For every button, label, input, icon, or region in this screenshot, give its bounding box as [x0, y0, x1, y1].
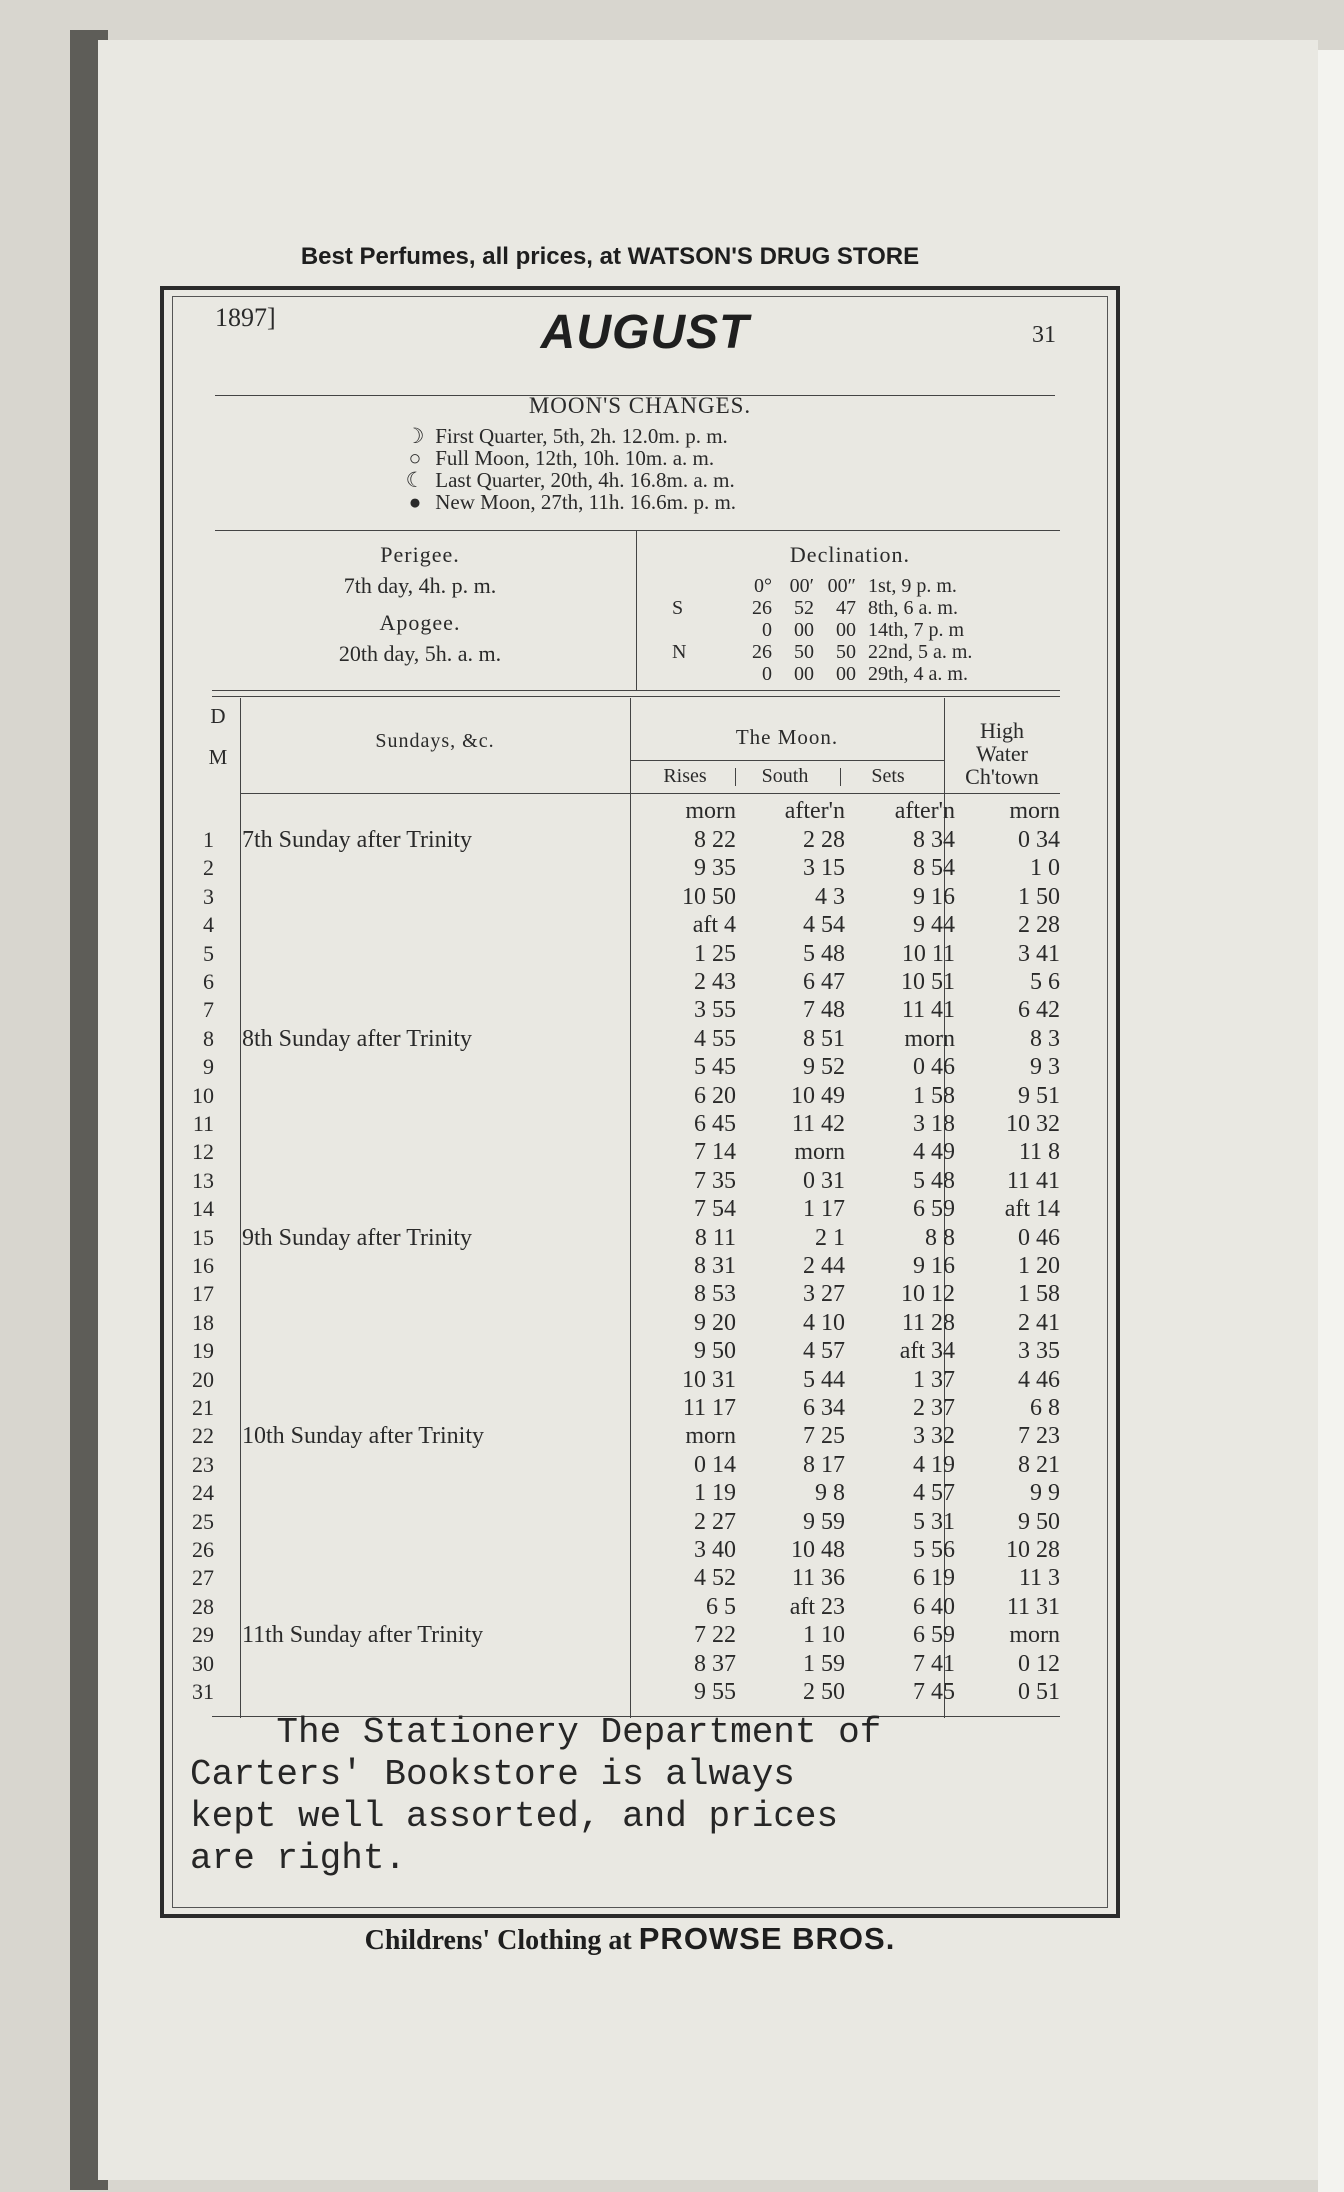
south-cell: 3 27 [803, 1281, 845, 1308]
high-water-cell: 9 51 [1018, 1082, 1060, 1109]
table-row [180, 911, 1060, 939]
sets-cell: 7 45 [913, 1679, 955, 1705]
table-row [180, 968, 1060, 996]
rises-cell: 4 55 [694, 1025, 736, 1052]
rises-cell: 7 35 [694, 1167, 736, 1194]
table-row [180, 1650, 1060, 1678]
sundays-header: Sundays, &c. [375, 730, 495, 752]
rises-cell: 7 22 [694, 1622, 736, 1649]
high-water-cell: 11 31 [1006, 1593, 1060, 1620]
table-row [180, 883, 1060, 911]
south-cell: 2 28 [803, 827, 845, 853]
page-number: 31 [1032, 322, 1056, 348]
day-cell: 1 [203, 827, 214, 852]
high-water-cell: 3 41 [1018, 940, 1060, 967]
sunday-cell: 11th Sunday after Trinity [242, 1622, 484, 1649]
day-cell: 10 [192, 1082, 214, 1108]
day-cell: 23 [192, 1451, 214, 1477]
high-water-cell: 10 28 [1006, 1537, 1060, 1563]
rises-cell: 7 14 [694, 1139, 736, 1166]
divider [636, 530, 637, 690]
south-cell: 1 17 [803, 1196, 845, 1223]
sunday-cell: 10th Sunday after Trinity [242, 1423, 485, 1450]
table-row [180, 1593, 1060, 1621]
south-cell: after'n [784, 798, 845, 824]
year-label: 1897] [215, 303, 276, 332]
sets-cell: 8 8 [925, 1224, 955, 1251]
rises-cell: 8 11 [694, 1224, 736, 1251]
moon-phase-new [400, 491, 736, 513]
high-water-cell: 11 41 [1006, 1167, 1060, 1194]
sunday-cell: 8th Sunday after Trinity [242, 1025, 473, 1052]
high-water-cell: 9 9 [1030, 1480, 1060, 1507]
sets-cell: 3 18 [913, 1111, 955, 1137]
moon-phase-text: Full Moon, 12th, 10h. 10m. a. m. [435, 446, 715, 470]
moon-phase-text: Last Quarter, 20th, 4h. 16.8m. a. m. [435, 468, 735, 492]
rises-cell: 1 19 [694, 1480, 736, 1507]
sets-cell: 9 16 [913, 1253, 955, 1279]
sets-cell: 9 16 [913, 883, 955, 910]
sets-cell: 6 59 [913, 1622, 955, 1649]
rises-cell: 8 22 [694, 827, 736, 853]
south-cell: 2 1 [815, 1224, 845, 1251]
day-cell: 27 [192, 1565, 214, 1591]
south-cell: 1 10 [803, 1622, 845, 1649]
table-row [180, 826, 1060, 854]
high-water-cell: morn [1009, 798, 1060, 824]
day-cell: 20 [192, 1366, 214, 1392]
high-water-header-line3: Ch'town [965, 764, 1039, 789]
high-water-cell: 4 46 [1018, 1366, 1060, 1393]
advertisement-top: Best Perfumes, all prices, at WATSON'S DRUG STORE [300, 243, 920, 270]
sets-cell: 3 32 [913, 1423, 955, 1450]
day-cell: 19 [192, 1338, 214, 1364]
table-row [180, 1309, 1060, 1337]
south-cell: 3 15 [803, 855, 845, 882]
sets-cell: 11 28 [901, 1309, 955, 1336]
day-cell: 18 [192, 1309, 214, 1335]
sets-cell: 7 41 [913, 1650, 955, 1677]
rises-cell: 8 37 [694, 1650, 736, 1677]
day-cell: 15 [192, 1224, 214, 1250]
high-water-header-line1: High [980, 718, 1024, 743]
day-cell: 21 [192, 1395, 214, 1420]
day-header: D [210, 704, 226, 728]
declination-title: Declination. [789, 542, 911, 567]
table-row [180, 1138, 1060, 1166]
sunday-cell: 7th Sunday after Trinity [242, 827, 473, 853]
south-cell: 4 57 [803, 1338, 845, 1365]
day-cell: 9 [203, 1054, 214, 1080]
moon-phase-text: New Moon, 27th, 11h. 16.6m. p. m. [435, 490, 737, 514]
sets-cell: 6 59 [913, 1196, 955, 1223]
table-row [180, 1678, 1060, 1706]
declination-row: 0 00 00 14th, 7 p. m [762, 619, 965, 641]
sets-cell: after'n [894, 798, 955, 824]
day-cell: 14 [192, 1196, 214, 1222]
high-water-cell: 1 20 [1018, 1253, 1060, 1279]
rises-cell: 1 25 [694, 940, 736, 967]
sets-cell: 8 34 [913, 827, 955, 853]
sets-cell: 1 58 [913, 1082, 955, 1109]
high-water-cell: aft 14 [1004, 1196, 1060, 1223]
table-row [180, 1252, 1060, 1280]
south-cell: 5 48 [803, 940, 845, 967]
table-row [180, 1025, 1060, 1053]
rises-cell: 2 27 [694, 1508, 736, 1535]
sets-cell: aft 34 [899, 1338, 955, 1365]
table-row [180, 1110, 1060, 1138]
last-quarter-icon: ☾ [405, 468, 425, 492]
rises-cell: 10 50 [682, 883, 736, 910]
sets-cell: 6 40 [913, 1593, 955, 1620]
sets-header: Sets [871, 765, 905, 787]
high-water-cell: 7 23 [1018, 1423, 1060, 1450]
month-title: AUGUST [540, 306, 750, 359]
declination-row: 0 00 00 29th, 4 a. m. [762, 663, 968, 685]
divider [215, 530, 1060, 531]
high-water-cell: 1 0 [1030, 855, 1060, 882]
moon-phase-last-quarter [400, 469, 735, 491]
day-cell: 8 [203, 1025, 214, 1051]
day-cell: 6 [203, 969, 214, 994]
rises-cell: 10 31 [682, 1366, 736, 1393]
high-water-cell: 2 28 [1018, 912, 1060, 939]
south-cell: 8 51 [803, 1025, 845, 1052]
high-water-header-line2: Water [976, 741, 1028, 766]
high-water-cell: 2 41 [1018, 1309, 1060, 1336]
table-row [180, 1053, 1060, 1081]
perigee-text: 7th day, 4h. p. m. [343, 573, 497, 598]
day-cell: 22 [192, 1423, 214, 1449]
high-water-cell: 0 12 [1018, 1650, 1060, 1677]
rises-cell: morn [685, 1423, 736, 1450]
high-water-cell: 6 42 [1018, 997, 1060, 1024]
south-cell: aft 23 [789, 1593, 845, 1620]
rises-cell: 3 40 [694, 1537, 736, 1563]
sets-cell: 11 41 [901, 997, 955, 1024]
divider [630, 760, 944, 761]
high-water-cell: 8 21 [1018, 1451, 1060, 1478]
rises-cell: aft 4 [692, 912, 736, 939]
south-cell: 6 47 [803, 969, 845, 995]
table-row [180, 797, 1060, 825]
high-water-cell: 11 3 [1018, 1565, 1060, 1592]
south-cell: 2 50 [803, 1679, 845, 1705]
south-cell: morn [794, 1139, 845, 1166]
south-cell: 9 52 [803, 1054, 845, 1081]
rises-cell: 8 53 [694, 1281, 736, 1308]
advertisement-bottom [160, 1921, 1100, 1957]
day-cell: 4 [203, 912, 214, 938]
day-cell: 26 [192, 1537, 214, 1562]
high-water-cell: morn [1009, 1622, 1060, 1649]
declination-row: S 26 52 47 8th, 6 a. m. [672, 597, 958, 619]
south-cell: 5 44 [803, 1366, 845, 1393]
high-water-cell: 8 3 [1030, 1025, 1060, 1052]
table-row [180, 1337, 1060, 1365]
rises-cell: 6 45 [694, 1111, 736, 1137]
south-header: South [761, 765, 809, 787]
rises-cell: morn [685, 798, 736, 824]
rises-cell: 9 20 [694, 1309, 736, 1336]
table-row [180, 1195, 1060, 1223]
rises-cell: 5 45 [694, 1054, 736, 1081]
month-header: M [208, 745, 228, 769]
sets-cell: 9 44 [913, 912, 955, 939]
column-divider [840, 768, 841, 786]
high-water-cell: 1 50 [1018, 883, 1060, 910]
rises-cell: 8 31 [694, 1253, 736, 1279]
day-cell: 3 [203, 883, 214, 909]
high-water-cell: 3 35 [1018, 1338, 1060, 1365]
divider [212, 696, 1060, 697]
rises-cell: 9 55 [694, 1679, 736, 1705]
south-cell: 7 48 [803, 997, 845, 1024]
day-cell: 2 [203, 855, 214, 881]
south-cell: 7 25 [803, 1423, 845, 1450]
sets-cell: 6 19 [913, 1565, 955, 1592]
sunday-cell: 9th Sunday after Trinity [242, 1224, 473, 1251]
advertisement-bookstore: The Stationery Department of Carters' Bookstore is always kept well assorted, and prices are right. [190, 1712, 882, 1879]
day-cell: 25 [192, 1508, 214, 1534]
moon-changes-title: MOON'S CHANGES. [528, 393, 752, 418]
sets-cell: morn [904, 1025, 955, 1052]
perigee-title: Perigee. [380, 542, 460, 567]
south-cell: 0 31 [803, 1167, 845, 1194]
sets-cell: 2 37 [913, 1395, 955, 1421]
declination-row: 0° 00′ 00″ 1st, 9 p. m. [754, 575, 957, 597]
sets-cell: 0 46 [913, 1054, 955, 1081]
south-cell: 10 48 [791, 1537, 845, 1563]
day-cell: 24 [192, 1480, 214, 1506]
rises-cell: 7 54 [694, 1196, 736, 1223]
new-moon-icon: ● [408, 490, 422, 514]
day-cell: 31 [192, 1679, 214, 1704]
day-cell: 13 [192, 1167, 214, 1193]
sets-cell: 4 49 [913, 1139, 955, 1166]
south-cell: 1 59 [803, 1650, 845, 1677]
south-cell: 9 8 [815, 1480, 845, 1507]
rises-cell: 4 52 [694, 1565, 736, 1592]
south-cell: 2 44 [803, 1253, 845, 1279]
rises-cell: 6 20 [694, 1082, 736, 1109]
table-row [180, 1621, 1060, 1649]
advertisement-text: Childrens' Clothing at [364, 1925, 632, 1956]
sets-cell: 5 31 [913, 1508, 955, 1535]
table-row [180, 940, 1060, 968]
day-cell: 12 [192, 1139, 214, 1165]
moon-phase-text: First Quarter, 5th, 2h. 12.0m. p. m. [435, 424, 728, 448]
rises-cell: 2 43 [694, 969, 736, 995]
south-cell: 11 42 [791, 1111, 845, 1137]
day-cell: 5 [203, 940, 214, 966]
table-row [180, 1394, 1060, 1422]
rises-cell: 6 5 [706, 1593, 736, 1620]
sets-cell: 10 51 [901, 969, 955, 995]
high-water-cell: 1 58 [1018, 1281, 1060, 1308]
column-divider [735, 768, 736, 786]
high-water-cell: 9 50 [1018, 1508, 1060, 1535]
rises-cell: 3 55 [694, 997, 736, 1024]
table-row [180, 1082, 1060, 1110]
day-cell: 30 [192, 1650, 214, 1676]
advertisement-brand: PROWSE BROS. [638, 1921, 896, 1956]
the-moon-header: The Moon. [735, 725, 839, 749]
table-row [180, 1479, 1060, 1507]
high-water-cell: 6 8 [1030, 1395, 1060, 1421]
moon-phase-first-quarter [400, 425, 728, 447]
apogee-text: 20th day, 5h. a. m. [338, 641, 502, 666]
table-row [180, 1536, 1060, 1564]
divider [212, 690, 1060, 691]
south-cell: 8 17 [803, 1451, 845, 1478]
page-edge [1318, 50, 1344, 2192]
rises-header: Rises [663, 765, 707, 787]
south-cell: 4 10 [803, 1309, 845, 1336]
high-water-cell: 9 3 [1030, 1054, 1060, 1081]
high-water-cell: 0 46 [1018, 1224, 1060, 1251]
sets-cell: 5 48 [913, 1167, 955, 1194]
south-cell: 6 34 [803, 1395, 845, 1421]
sets-cell: 4 19 [913, 1451, 955, 1478]
south-cell: 9 59 [803, 1508, 845, 1535]
rises-cell: 11 17 [682, 1395, 736, 1421]
south-cell: 4 54 [803, 912, 845, 939]
day-cell: 7 [203, 997, 214, 1023]
sets-cell: 5 56 [913, 1537, 955, 1563]
apogee-title: Apogee. [379, 610, 461, 635]
high-water-cell: 5 6 [1030, 969, 1060, 995]
sets-cell: 10 12 [901, 1281, 955, 1308]
table-row [180, 1451, 1060, 1479]
table-row [180, 1167, 1060, 1195]
rises-cell: 9 50 [694, 1338, 736, 1365]
high-water-cell: 0 51 [1018, 1679, 1060, 1705]
table-row [180, 1224, 1060, 1252]
table-row [180, 1422, 1060, 1450]
south-cell: 11 36 [791, 1565, 845, 1592]
table-row [180, 1564, 1060, 1592]
high-water-cell: 0 34 [1018, 827, 1060, 853]
day-cell: 28 [192, 1593, 214, 1619]
high-water-cell: 10 32 [1006, 1111, 1060, 1137]
table-row [180, 1508, 1060, 1536]
day-cell: 29 [192, 1622, 214, 1648]
south-cell: 10 49 [791, 1082, 845, 1109]
day-cell: 16 [192, 1253, 214, 1278]
rises-cell: 0 14 [694, 1451, 736, 1478]
south-cell: 4 3 [815, 883, 845, 910]
day-cell: 11 [192, 1111, 214, 1136]
table-row [180, 854, 1060, 882]
sets-cell: 1 37 [913, 1366, 955, 1393]
rises-cell: 9 35 [694, 855, 736, 882]
divider [240, 793, 1060, 794]
table-row [180, 996, 1060, 1024]
high-water-cell: 11 8 [1018, 1139, 1060, 1166]
moon-phase-full [400, 447, 714, 469]
table-row [180, 1366, 1060, 1394]
sets-cell: 10 11 [901, 940, 955, 967]
full-moon-icon: ○ [408, 446, 422, 470]
table-row [180, 1280, 1060, 1308]
declination-row: N 26 50 50 22nd, 5 a. m. [672, 641, 973, 663]
sets-cell: 8 54 [913, 855, 955, 882]
first-quarter-icon: ☽ [405, 424, 425, 448]
day-cell: 17 [192, 1281, 214, 1307]
sets-cell: 4 57 [913, 1480, 955, 1507]
